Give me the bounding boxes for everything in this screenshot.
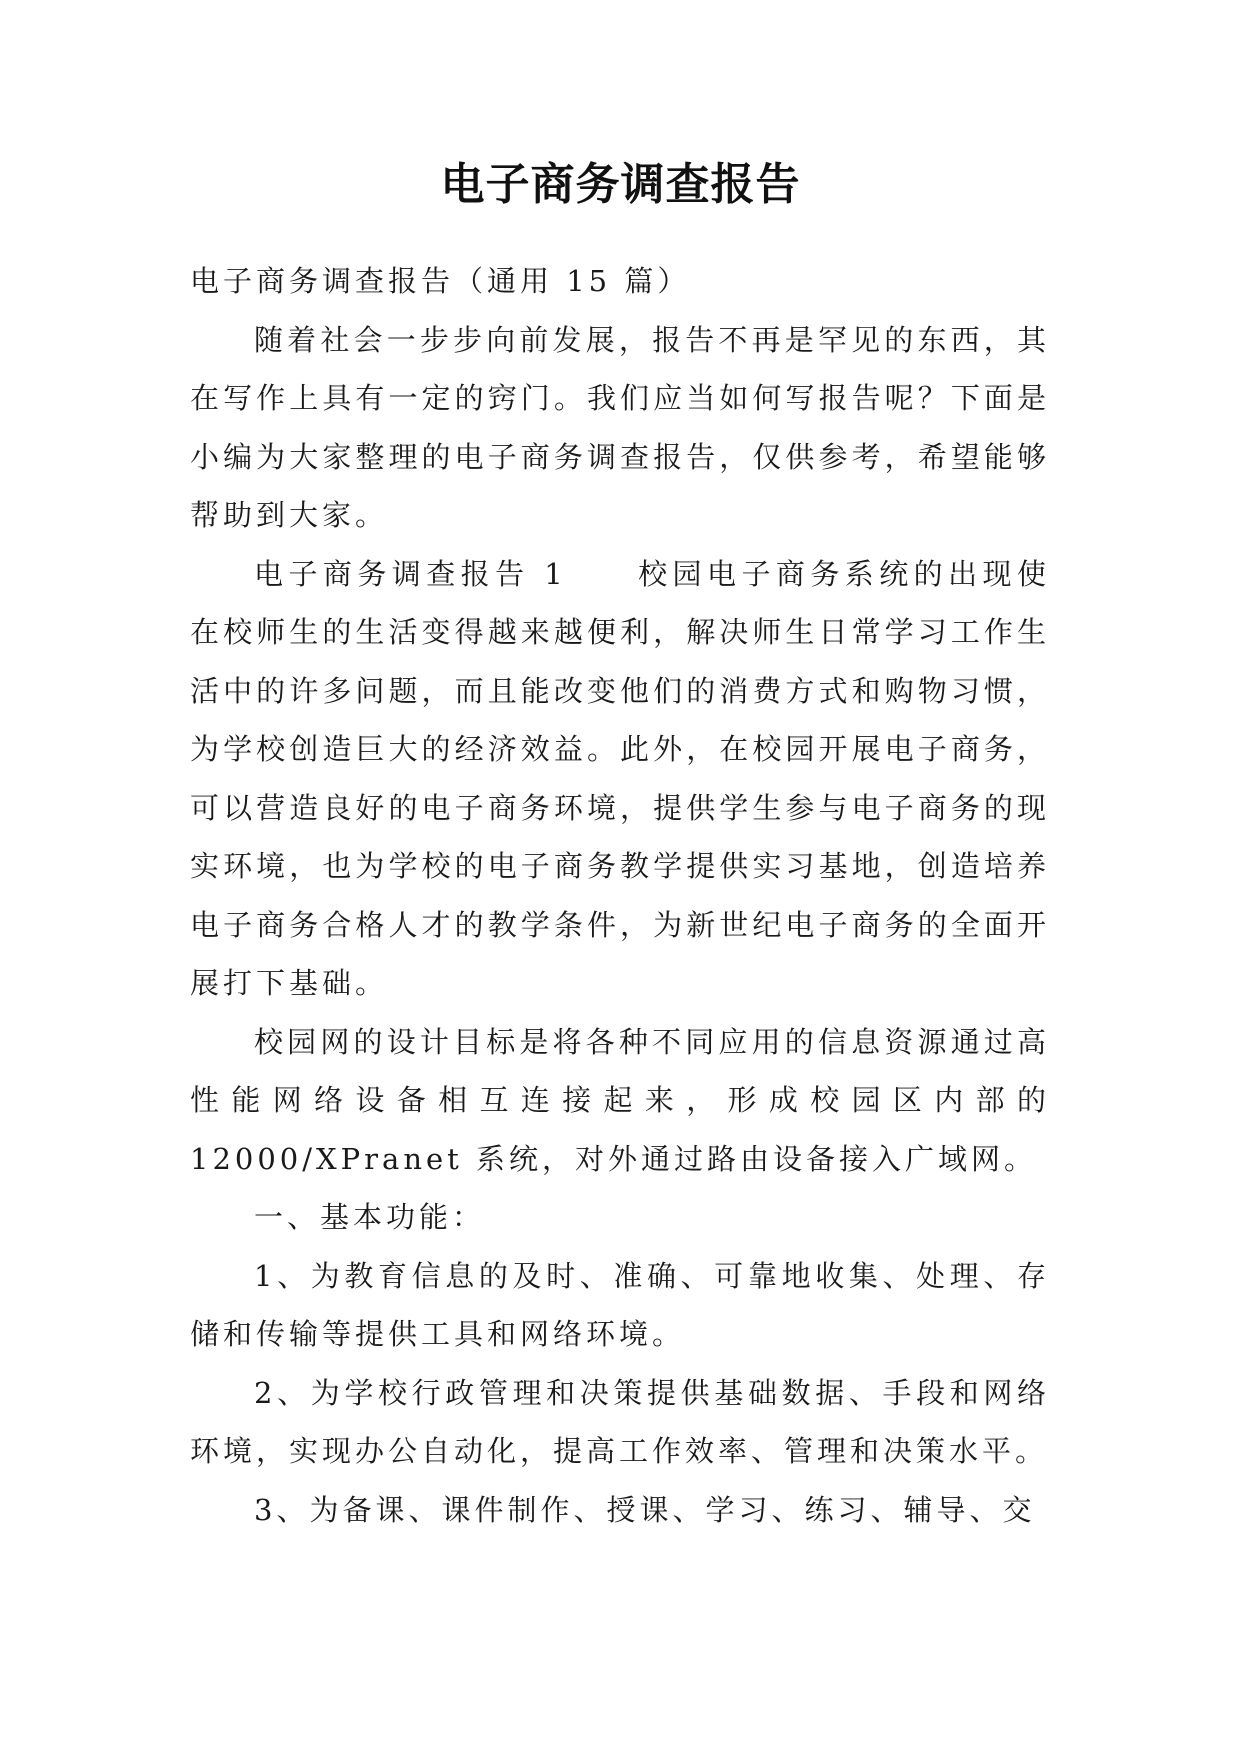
document-subtitle: 电子商务调查报告（通用 15 篇） xyxy=(190,264,691,298)
section-1-heading: 电子商务调查报告 1 xyxy=(254,556,567,591)
basic-functions-heading: 一、基本功能： xyxy=(254,1200,486,1234)
section-1-paragraph xyxy=(190,545,1050,1013)
function-item-3: 3、为备课、课件制作、授课、学习、练习、辅导、交 xyxy=(254,1492,1036,1527)
intro-paragraph: 随着社会一步步向前发展，报告不再是罕见的东西，其在写作上具有一定的窍门。我们应当如何写报告呢？下面是小编为大家整理的电子商务调查报告，仅供参考，希望能够帮助到大家。 xyxy=(190,322,1050,532)
document-body xyxy=(190,252,1050,1539)
document-title: 电子商务调查报告 xyxy=(440,159,801,210)
section-1-text: 校园电子商务系统的出现使在校师生的生活变得越来越便利，解决师生日常学习工作生活中的许多问题，而且能改变他们的消费方式和购物习惯，为学校创造巨大的经济效益。此外，在校园开展电子商务，可以营造良好的电子商务环境，提供学生参与电子商务的现实环境，也为学校的电子商务教学提供实习基地，创造培养电子商务合格人才的教学条件，为新世纪电子商务的全面开展打下基础。 xyxy=(190,556,1050,1000)
campus-network-paragraph: 校园网的设计目标是将各种不同应用的信息资源通过高性能网络设备相互连接起来，形成校园区内部的12000/XPranet 系统，对外通过路由设备接入广域网。 xyxy=(190,1024,1050,1176)
function-item-1: 1、为教育信息的及时、准确、可靠地收集、处理、存储和传输等提供工具和网络环境。 xyxy=(190,1258,1050,1351)
function-item-2: 2、为学校行政管理和决策提供基础数据、手段和网络环境，实现办公自动化，提高工作效率、管理和决策水平。 xyxy=(190,1375,1050,1468)
